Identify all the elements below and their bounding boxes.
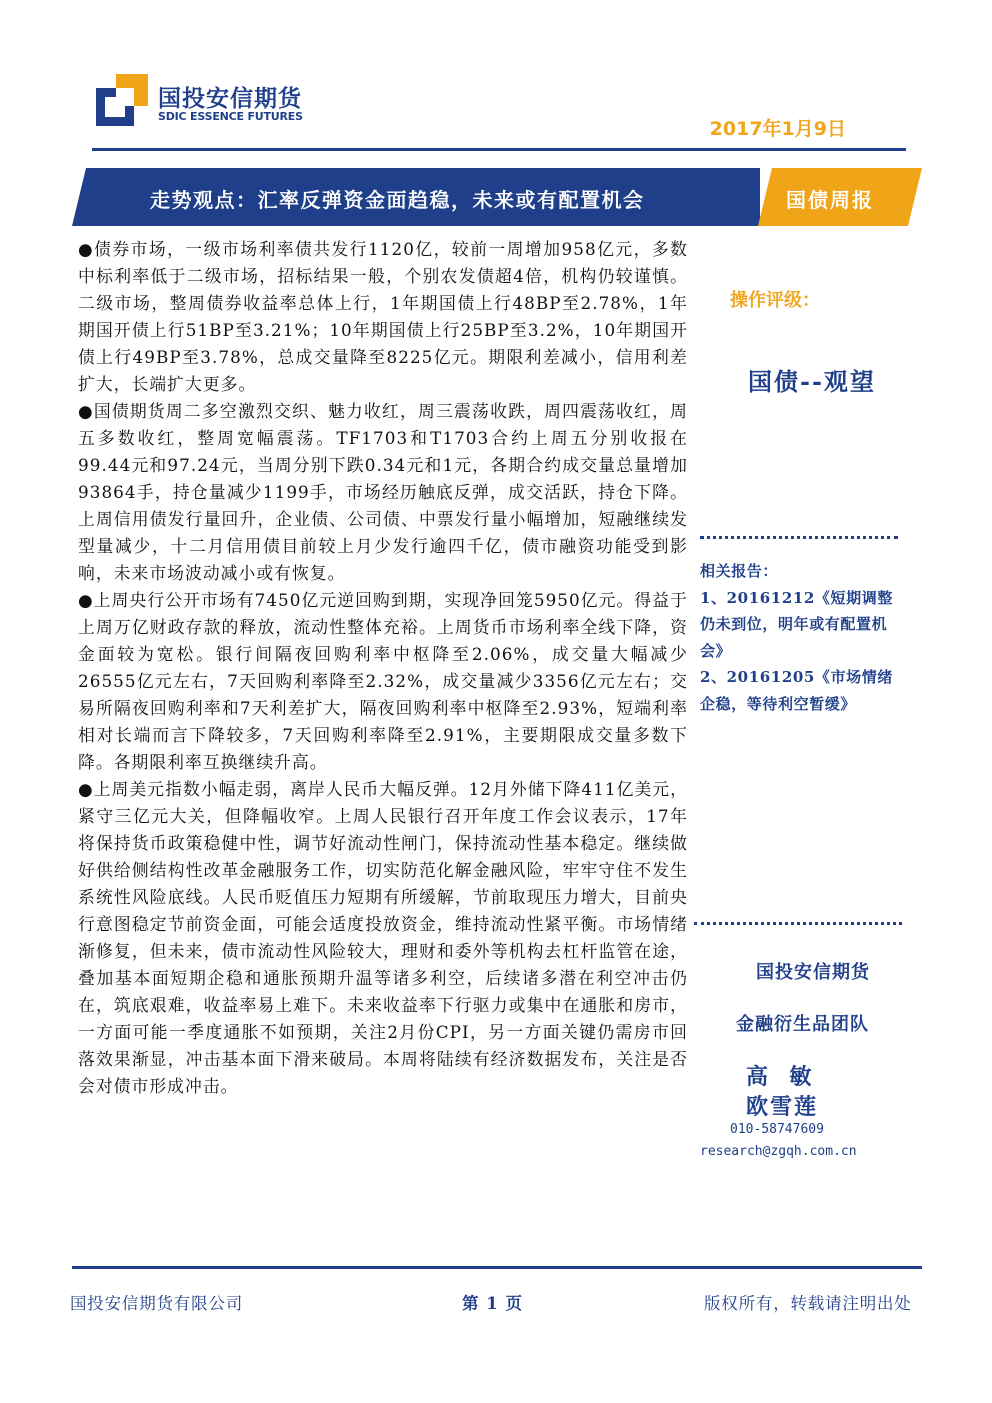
page-number: 第 1 页 <box>462 1294 523 1313</box>
sidebar-divider <box>694 922 902 925</box>
related-reports-title: 相关报告： <box>700 562 779 580</box>
rating-label: 操作评级： <box>730 290 820 311</box>
report-headline: 走势观点：汇率反弹资金面趋稳，未来或有配置机会 <box>150 188 645 212</box>
related-report-link[interactable]: 1、20161212《短期调整仍未到位，明年或有配置机会》 <box>700 588 893 660</box>
related-report-link[interactable]: 2、20161205《市场情绪企稳，等待利空暂缓》 <box>700 668 893 713</box>
author-organization: 国投安信期货 <box>756 962 870 983</box>
report-body <box>78 236 688 1100</box>
company-logo <box>96 74 306 128</box>
author-name: 高 敏 <box>746 1064 814 1090</box>
paragraph-futures: ●国债期货周二多空激烈交织、魅力收红，周三震荡收跌，周四震荡收红，周五多数收红，整周宽幅震荡。TF1703和T1703合约上周五分别收报在99.44元和97.24元，当周分别下跌0.34元和1元，各期合约成交量总量增加93864手，持仓量减少1199手，市场经历触底反弹，成交活跃，持仓下降。上周信用债发行量回升，企业债、公司债、中票发行量小幅增加，短融继续发型量减少，十二月信用债目前较上月少发行逾四千亿，债市融资功能受到影响，未来市场波动减小或有恢复。 <box>78 401 688 583</box>
related-reports <box>700 558 900 717</box>
report-type-tag: 国债周报 <box>786 188 874 212</box>
footer-divider <box>72 1266 922 1269</box>
contact-phone: 010-58747609 <box>730 1122 824 1137</box>
author-team: 金融衍生品团队 <box>736 1014 869 1035</box>
sidebar-divider <box>700 536 898 539</box>
report-date: 2017年1月9日 <box>709 118 846 140</box>
paragraph-bond-market: ●债券市场，一级市场利率债共发行1120亿，较前一周增加958亿元，多数中标利率低于二级市场，招标结果一般，个别农发债超4倍，机构仍较谨慎。二级市场，整周债券收益率总体上行，1年期国债上行48BP至2.78%，1年期国开债上行51BP至3.21%；10年期国债上行25BP至3.2%，10年期国开债上行49BP至3.78%，总成交量降至8225亿元。期限利差减小，信用利差扩大，长端扩大更多。 <box>78 239 688 394</box>
author-name: 欧雪莲 <box>746 1094 819 1120</box>
rating-value: 国债--观望 <box>748 367 876 396</box>
contact-email[interactable]: research@zgqh.com.cn <box>700 1144 857 1159</box>
header-divider <box>92 148 906 151</box>
title-banner <box>72 168 922 226</box>
logo-company-en: SDIC ESSENCE FUTURES <box>158 110 303 123</box>
logo-company-cn: 国投安信期货 <box>158 86 302 112</box>
paragraph-outlook: ●上周美元指数小幅走弱，离岸人民币大幅反弹。12月外储下降411亿美元，紧守三亿元大关，但降幅收窄。上周人民银行召开年度工作会议表示，17年将保持货币政策稳健中性，调节好流动性闸门，保持流动性基本稳定。继续做好供给侧结构性改革金融服务工作，切实防范化解金融风险，牢牢守住不发生系统性风险底线。人民币贬值压力短期有所缓解，节前取现压力增大，目前央行意图稳定节前资金面，可能会适度投放资金，维持流动性紧平衡。市场情绪渐修复，但未来，债市流动性风险较大，理财和委外等机构去杠杆监管在途，叠加基本面短期企稳和通胀预期升温等诸多利空，后续诸多潜在利空冲击仍在，筑底艰难，收益率易上难下。未来收益率下行驱力或集中在通胀和房市，一方面可能一季度通胀不如预期，关注2月份CPI，另一方面关键仍需房市回落效果渐显，冲击基本面下滑来破局。本周将陆续有经济数据发布，关注是否会对债市形成冲击。 <box>78 779 688 1096</box>
footer-company: 国投安信期货有限公司 <box>70 1294 243 1313</box>
footer-copyright: 版权所有，转载请注明出处 <box>704 1294 912 1313</box>
paragraph-liquidity: ●上周央行公开市场有7450亿元逆回购到期，实现净回笼5950亿元。得益于上周万亿财政存款的释放，流动性整体充裕。上周货币市场利率全线下降，资金面较为宽松。银行间隔夜回购利率中枢降至2.06%，成交量大幅减少26555亿元左右，7天回购利率降至2.32%，成交量减少3356亿元左右；交易所隔夜回购利率和7天利差扩大，隔夜回购利率中枢降至2.93%，短端利率相对长端而言下降较多，7天回购利率降至2.91%，主要期限成交量多数下降。各期限利率互换继续升高。 <box>78 590 688 772</box>
sdic-logo-icon <box>96 74 148 126</box>
